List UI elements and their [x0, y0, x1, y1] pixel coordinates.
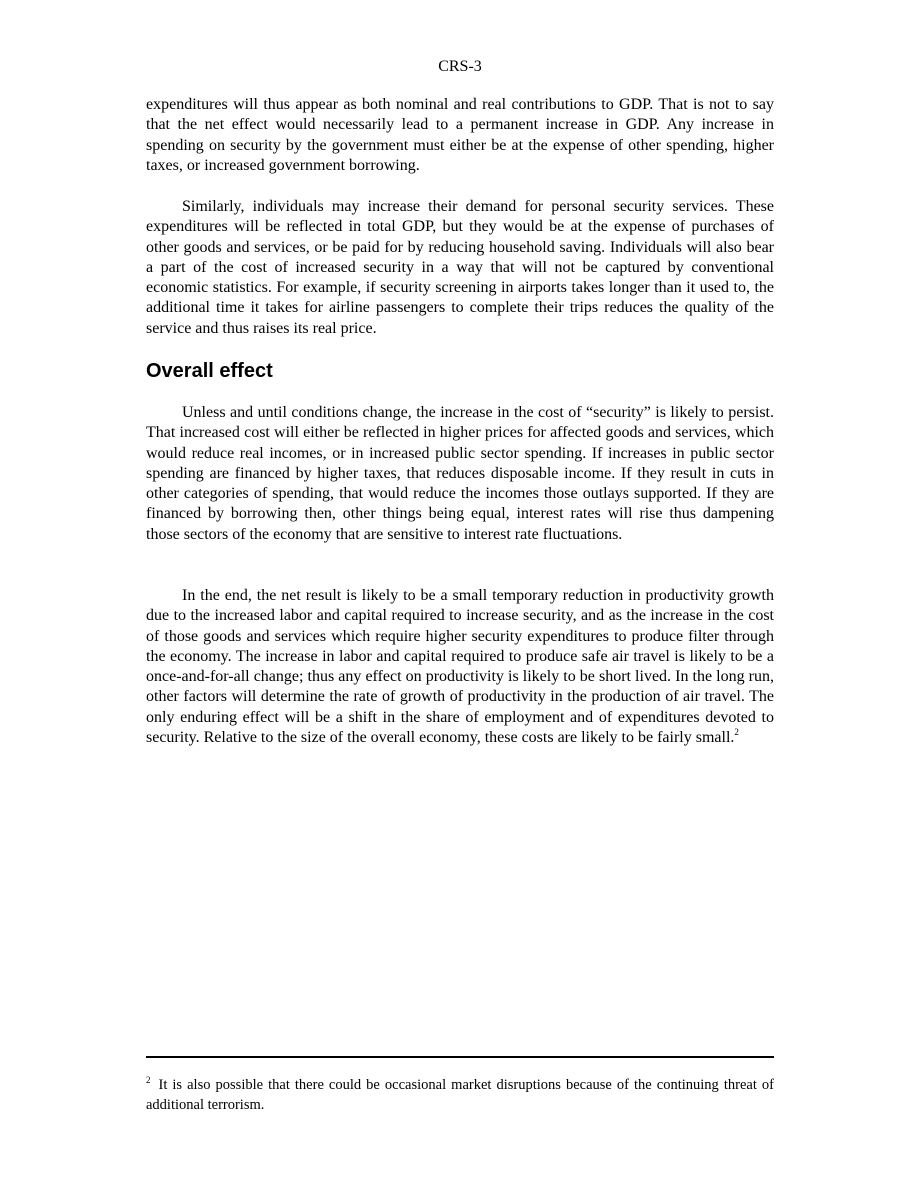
page-number: CRS-3: [438, 58, 482, 75]
section-heading: Overall effect: [146, 360, 273, 382]
paragraph-individual-security: Similarly, individuals may increase their demand for personal security services. These expenditures will be reflected in total GDP, but they would be at the expense of purchases of other goods and services, or be paid for by reducing household saving. Individuals will also bear a part of the cost of increased security in a way that will not be captured by conventional economic statistics. For example, if security screening in airports takes longer than it used to, the additional time it takes for airline passengers to complete their trips reduces the quality of the service and thus raises its real price.: [146, 198, 774, 337]
paragraph-net-result: [146, 586, 774, 748]
footnote-reference[interactable]: 2: [734, 727, 739, 738]
footnote-divider: [146, 1056, 774, 1058]
footnote-text: It is also possible that there could be occasional market disruptions because of the continuing threat of additional terrorism.: [146, 1077, 774, 1113]
paragraph-continuation: expenditures will thus appear as both nominal and real contributions to GDP. That is not to say that the net effect would necessarily lead to a permanent increase in GDP. Any increase in spending on security by the government must either be at the expense of other spending, higher taxes, or increased government borrowing.: [146, 96, 774, 174]
footnote: [146, 1075, 774, 1115]
page-header: [0, 57, 920, 77]
footnote-number: 2: [146, 1075, 151, 1085]
paragraph-cost-persistence: Unless and until conditions change, the increase in the cost of “security” is likely to persist. That increased cost will either be reflected in higher prices for affected goods and services, which would reduce real incomes, or in increased public sector spending. If increases in public sector spending are financed by higher taxes, that reduces disposable income. If they result in cuts in other categories of spending, that would reduce the incomes those outlays supported. If they are financed by borrowing then, other things being equal, interest rates will rise thus dampening those sectors of the economy that are sensitive to interest rate fluctuations.: [146, 404, 774, 543]
paragraph-net-result-text: In the end, the net result is likely to be a small temporary reduction in productivity growth due to the increased labor and capital required to increase security, and as the increase in the cost of those goods and services which require higher security expenditures to produce filter through the economy. The increase in labor and capital required to produce safe air travel is likely to be a once-and-for-all change; thus any effect on productivity is likely to be short lived. In the long run, other factors will determine the rate of growth of productivity in the production of air travel. The only enduring effect will be a shift in the share of employment and of expenditures devoted to security. Relative to the size of the overall economy, these costs are likely to be fairly small.: [146, 587, 774, 747]
